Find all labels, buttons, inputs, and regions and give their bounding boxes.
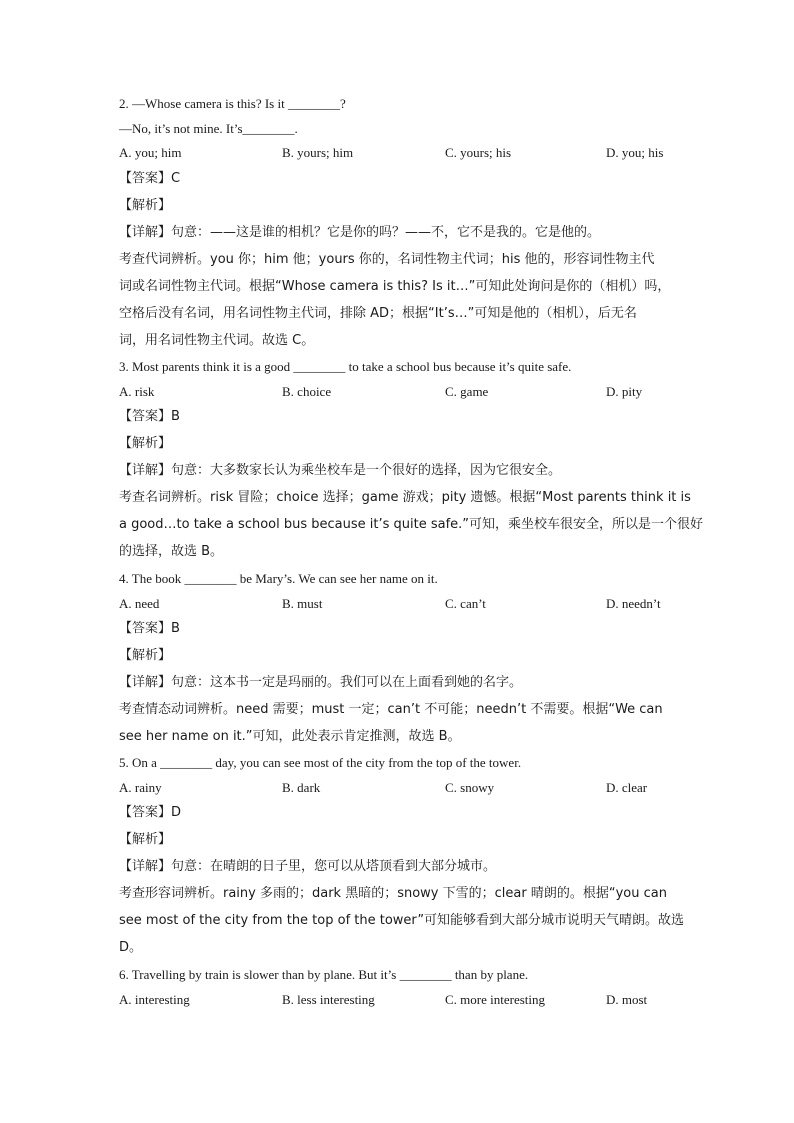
question-4-analysis-label: 【解析】 (119, 648, 172, 663)
question-6-option-b: B. less interesting (282, 992, 375, 1007)
question-3-answer: 【答案】B (119, 409, 180, 424)
question-3-stem: 3. Most parents think it is a good ________ to take a school bus because it’s quite safe. (119, 359, 572, 374)
question-3-detail-line-1: 【详解】句意：大多数家长认为乘坐校车是一个很好的选择，因为它很安全。 (119, 463, 562, 478)
question-4-detail-line-1: 【详解】句意：这本书一定是玛丽的。我们可以在上面看到她的名字。 (119, 675, 523, 690)
question-2-detail-line-2: 考查代词辨析。you 你；him 他；yours 你的，名词性物主代词；his 他的，形容词性物主代 (119, 252, 655, 267)
question-2-option-b: B. yours; him (282, 145, 354, 160)
question-3-detail-line-3: a good…to take a school bus because it’s quite safe.”可知，乘坐校车很安全，所以是一个很好 (119, 517, 704, 532)
question-2-answer: 【答案】C (119, 171, 181, 186)
question-2-stem-line-1: 2. —Whose camera is this? Is it ________? (119, 96, 346, 111)
question-2-detail-line-4: 空格后没有名词，用名词性物主代词，排除 AD；根据“It’s…”可知是他的（相机），后无名 (119, 306, 637, 321)
question-4-option-a: A. need (119, 596, 160, 611)
question-2-option-d: D. you; his (606, 145, 664, 160)
question-4-option-d: D. needn’t (606, 596, 661, 611)
question-6-stem: 6. Travelling by train is slower than by plane. But it’s ________ than by plane. (119, 967, 529, 982)
question-5-option-d: D. clear (606, 780, 648, 795)
question-2-option-c: C. yours; his (445, 145, 512, 160)
question-2-analysis-label: 【解析】 (119, 198, 172, 213)
question-4-option-b: B. must (282, 596, 323, 611)
question-5-detail-line-1: 【详解】句意：在晴朗的日子里，您可以从塔顶看到大部分城市。 (119, 859, 497, 874)
question-4-detail-line-2: 考查情态动词辨析。need 需要；must 一定；can’t 不可能；needn’t 不需要。根据“We can (119, 702, 663, 717)
question-2-detail-line-1: 【详解】句意：——这是谁的相机？它是你的吗？——不，它不是我的。它是他的。 (119, 225, 601, 240)
question-2-detail-line-3: 词或名词性物主代词。根据“Whose camera is this? Is it…”可知此处询问是你的（相机）吗， (119, 279, 671, 294)
question-2-stem-line-2: —No, it’s not mine. It’s________. (119, 121, 298, 136)
question-3-option-c: C. game (445, 384, 489, 399)
question-4-detail-line-3: see her name on it.”可知，此处表示肯定推测，故选 B。 (119, 729, 461, 744)
question-3-analysis-label: 【解析】 (119, 436, 172, 451)
question-6-option-a: A. interesting (119, 992, 190, 1007)
question-5-option-c: C. snowy (445, 780, 495, 795)
question-4-stem: 4. The book ________ be Mary’s. We can see her name on it. (119, 571, 438, 586)
question-3-option-d: D. pity (606, 384, 643, 399)
question-5-analysis-label: 【解析】 (119, 832, 172, 847)
question-5-option-b: B. dark (282, 780, 321, 795)
question-2-detail-line-5: 词，用名词性物主代词。故选 C。 (119, 333, 315, 348)
question-3-option-b: B. choice (282, 384, 332, 399)
question-5-option-a: A. rainy (119, 780, 162, 795)
question-5-detail-line-3: see most of the city from the top of the tower”可知能够看到大部分城市说明天气晴朗。故选 (119, 913, 685, 928)
question-5-answer: 【答案】D (119, 805, 182, 820)
question-6-option-c: C. more interesting (445, 992, 546, 1007)
question-5-stem: 5. On a ________ day, you can see most of the city from the top of the tower. (119, 755, 522, 770)
question-3-detail-line-2: 考查名词辨析。risk 冒险；choice 选择；game 游戏；pity 遗憾。根据“Most parents think it is (119, 490, 691, 505)
question-4-answer: 【答案】B (119, 621, 180, 636)
question-3-option-a: A. risk (119, 384, 155, 399)
question-6-option-d: D. most (606, 992, 648, 1007)
question-3-detail-line-4: 的选择，故选 B。 (119, 544, 224, 559)
question-2-option-a: A. you; him (119, 145, 182, 160)
question-4-option-c: C. can’t (445, 596, 486, 611)
question-5-detail-line-4: D。 (119, 940, 143, 955)
question-5-detail-line-2: 考查形容词辨析。rainy 多雨的；dark 黑暗的；snowy 下雪的；clear 晴朗的。根据“you can (119, 886, 667, 901)
